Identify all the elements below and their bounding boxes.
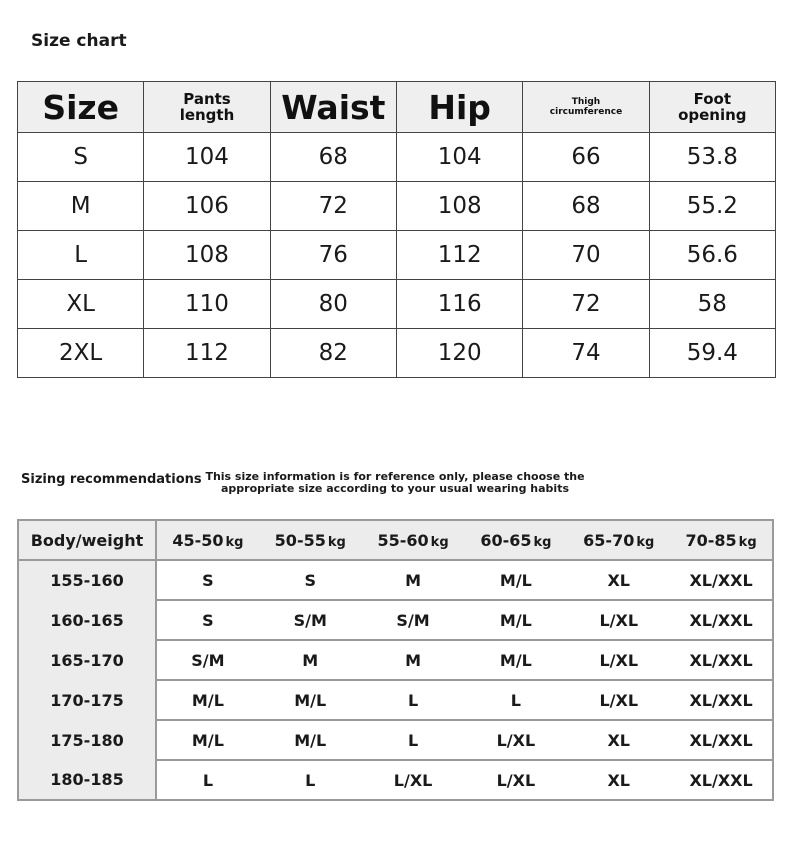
- header-waist: [270, 82, 396, 133]
- recommended-size: L: [362, 680, 465, 720]
- size-chart-cell: 70: [523, 231, 649, 280]
- size-chart-table: [17, 81, 776, 378]
- size-chart-cell: 76: [270, 231, 396, 280]
- size-chart-cell: 66: [523, 133, 649, 182]
- header-foot-opening: [649, 82, 775, 133]
- recommendation-row: [18, 600, 773, 640]
- recommended-size: M: [259, 640, 362, 680]
- size-chart-cell: 116: [396, 280, 522, 329]
- size-chart-cell: 110: [144, 280, 270, 329]
- size-chart-cell: 68: [523, 182, 649, 231]
- header-foot-opening-label: Foot opening: [678, 90, 747, 124]
- recommended-size: XL/XXL: [670, 720, 773, 760]
- size-chart-title: Size chart: [31, 31, 127, 51]
- weight-range: 65-70: [583, 530, 635, 550]
- size-chart-cell: 120: [396, 329, 522, 378]
- recommended-size: XL/XXL: [670, 640, 773, 680]
- size-chart-cell: XL: [18, 280, 144, 329]
- recommendation-row: [18, 560, 773, 600]
- recommendation-row: [18, 720, 773, 760]
- header-waist-label: Waist: [281, 87, 386, 127]
- recommended-size: L/XL: [464, 720, 567, 760]
- recommended-size: M: [405, 570, 422, 590]
- recommended-size: M/L: [499, 570, 532, 590]
- size-chart-cell: 68: [270, 133, 396, 182]
- recommended-size: S/M: [156, 640, 259, 680]
- size-chart-cell: 82: [270, 329, 396, 378]
- size-chart-cell: 112: [144, 329, 270, 378]
- header-pants-length-label: Pants length: [179, 90, 235, 124]
- size-chart-cell: 104: [396, 133, 522, 182]
- recommendations-note: [205, 471, 585, 495]
- size-chart-cell: 106: [144, 182, 270, 231]
- weight-unit: kg: [225, 534, 244, 550]
- recommended-size: M/L: [156, 720, 259, 760]
- size-chart-row: [18, 133, 776, 182]
- header-thigh-label: Thigh circumference: [549, 97, 623, 117]
- weight-range: 50-55: [274, 530, 326, 550]
- weight-range: 60-65: [480, 530, 532, 550]
- size-chart-cell: 72: [523, 280, 649, 329]
- header-weight: [464, 520, 567, 560]
- recommended-size: S/M: [362, 600, 465, 640]
- size-chart-cell: 72: [270, 182, 396, 231]
- weight-range: 45-50: [172, 530, 224, 550]
- recommended-size: M: [362, 640, 465, 680]
- size-chart-row: [18, 231, 776, 280]
- header-hip-label: Hip: [428, 87, 491, 127]
- size-chart-cell: 74: [523, 329, 649, 378]
- size-chart-cell: 108: [396, 182, 522, 231]
- size-chart-cell: 2XL: [18, 329, 144, 378]
- height-range: 170-175: [18, 680, 156, 720]
- weight-unit: kg: [327, 534, 346, 550]
- height-range: 165-170: [18, 640, 156, 680]
- size-chart-cell: 112: [396, 231, 522, 280]
- recommended-size: XL/XXL: [670, 600, 773, 640]
- header-hip: [396, 82, 522, 133]
- size-chart-cell: 80: [270, 280, 396, 329]
- recommended-size: L: [156, 760, 259, 800]
- weight-range: 70-85: [685, 530, 737, 550]
- recommended-size: L/XL: [567, 600, 670, 640]
- recommended-size: S/M: [259, 600, 362, 640]
- recommended-size: S: [156, 600, 259, 640]
- size-chart-row: [18, 182, 776, 231]
- recommended-size: M/L: [464, 600, 567, 640]
- recommended-size: XL: [567, 760, 670, 800]
- header-thigh: [523, 82, 649, 133]
- size-chart-cell: 59.4: [649, 329, 775, 378]
- recommended-size: L/XL: [567, 680, 670, 720]
- size-chart-row: [18, 280, 776, 329]
- header-weight: [670, 520, 773, 560]
- size-chart-cell: 58: [649, 280, 775, 329]
- height-range: 155-160: [18, 560, 156, 600]
- recommendations-header-row: [18, 520, 773, 560]
- weight-unit: kg: [430, 534, 449, 550]
- size-chart-cell: M: [18, 182, 144, 231]
- header-weight: [259, 520, 362, 560]
- header-size: [18, 82, 144, 133]
- header-weight: [156, 520, 259, 560]
- recommended-size: L: [362, 720, 465, 760]
- height-range: 175-180: [18, 720, 156, 760]
- recommended-size: M/L: [156, 680, 259, 720]
- size-chart-header-row: [18, 82, 776, 133]
- recommendations-table: [17, 519, 774, 801]
- recommended-size: XL/XXL: [670, 760, 773, 800]
- weight-unit: kg: [533, 534, 552, 550]
- recommended-size: L: [464, 680, 567, 720]
- size-chart-cell: S: [18, 133, 144, 182]
- recommendation-row: [18, 640, 773, 680]
- recommended-size: XL: [567, 720, 670, 760]
- weight-unit: kg: [738, 534, 757, 550]
- height-range: 180-185: [18, 760, 156, 800]
- header-weight: [567, 520, 670, 560]
- height-range: 160-165: [18, 600, 156, 640]
- weight-unit: kg: [636, 534, 655, 550]
- recommendation-row: [18, 680, 773, 720]
- size-chart-cell: 108: [144, 231, 270, 280]
- recommended-size: L/XL: [362, 760, 465, 800]
- recommendations-note-line1: This size information is for reference only, please choose the: [205, 470, 585, 483]
- size-chart-row: [18, 329, 776, 378]
- recommended-size: M/L: [259, 680, 362, 720]
- recommended-size: S: [304, 570, 316, 590]
- header-body-weight: Body/weight: [18, 520, 156, 560]
- recommended-size: XL: [607, 570, 630, 590]
- recommended-size: L/XL: [567, 640, 670, 680]
- recommended-size: L: [259, 760, 362, 800]
- header-pants-length: [144, 82, 270, 133]
- size-chart-cell: 104: [144, 133, 270, 182]
- size-chart-cell: L: [18, 231, 144, 280]
- recommendations-note-line2: appropriate size according to your usual wearing habits: [221, 482, 569, 495]
- recommended-size: XL/XXL: [689, 570, 753, 590]
- header-weight: [362, 520, 465, 560]
- recommended-size: XL/XXL: [670, 680, 773, 720]
- header-size-label: Size: [42, 87, 119, 127]
- size-chart-cell: 55.2: [649, 182, 775, 231]
- size-chart-cell: 56.6: [649, 231, 775, 280]
- recommended-size: M/L: [464, 640, 567, 680]
- recommended-size: L/XL: [464, 760, 567, 800]
- recommended-size: M/L: [259, 720, 362, 760]
- recommendation-row: [18, 760, 773, 800]
- weight-range: 55-60: [377, 530, 429, 550]
- recommendations-title: Sizing recommendations: [21, 472, 202, 487]
- size-chart-cell: 53.8: [649, 133, 775, 182]
- recommended-size: S: [202, 570, 214, 590]
